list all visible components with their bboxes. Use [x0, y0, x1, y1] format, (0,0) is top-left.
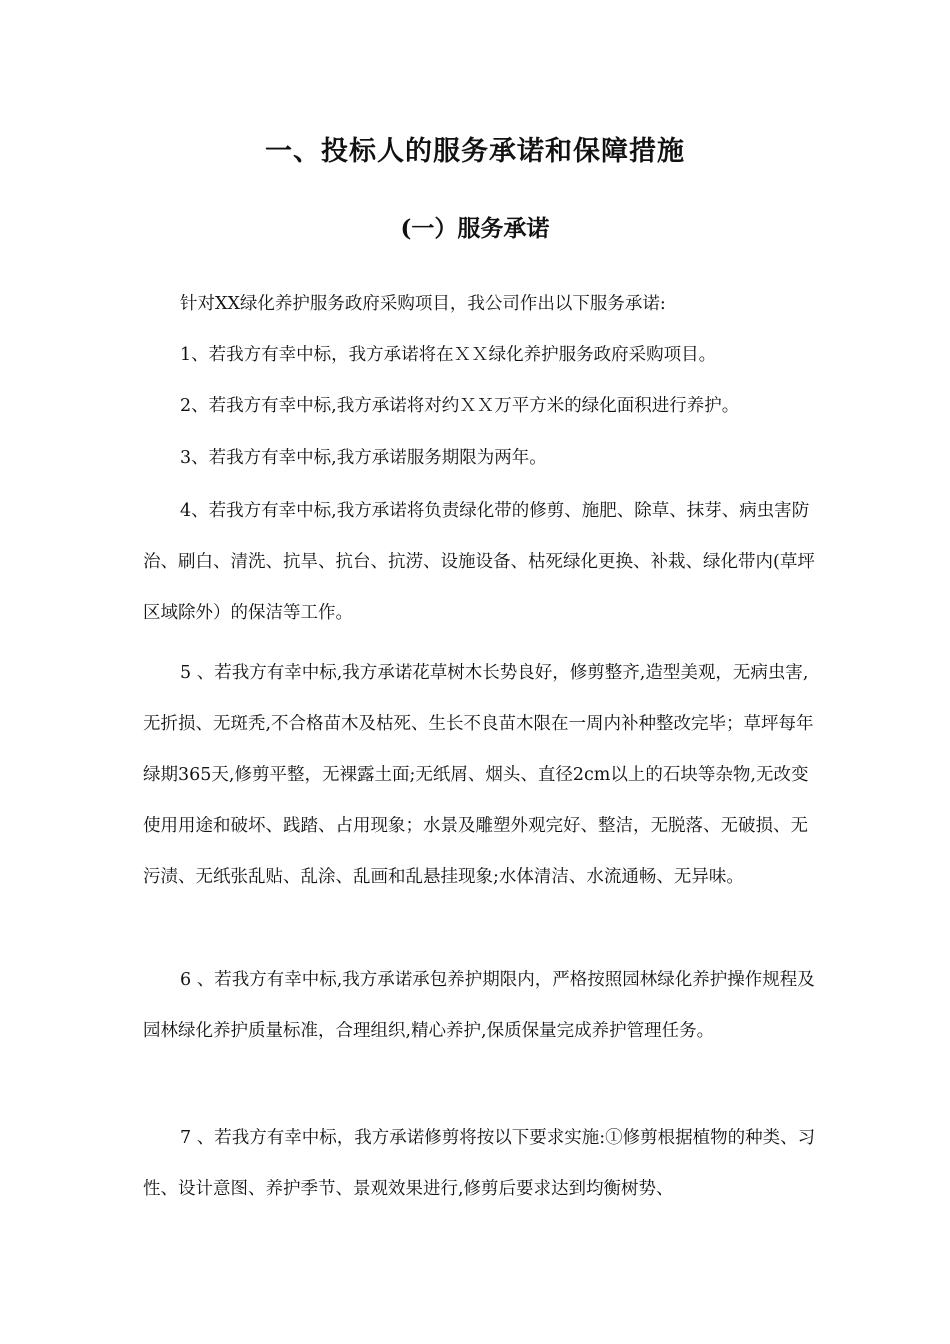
commitment-paragraph-6: 6 、若我方有幸中标,我方承诺承包养护期限内，严格按照园林绿化养护操作规程及园林绿化养护质量标准，合理组织,精心养护,保质保量完成养护管理任务。	[143, 970, 815, 1041]
document-title: 一、投标人的服务承诺和保障措施	[265, 136, 685, 167]
commitment-paragraph-4: 4、若我方有幸中标,我方承诺将负责绿化带的修剪、施肥、除草、抹芽、病虫害防治、刷白、清洗、抗旱、抗台、抗涝、设施设备、枯死绿化更换、补栽、绿化带内(草坪区域除外）的保洁等工作。	[143, 501, 815, 623]
commitment-paragraph-7: 7 、若我方有幸中标，我方承诺修剪将按以下要求实施:①修剪根据植物的种类、习性、设计意图、养护季节、景观效果进行,修剪后要求达到均衡树势、	[143, 1128, 816, 1199]
intro-paragraph: 针对XX绿化养护服务政府采购项目，我公司作出以下服务承诺:	[180, 294, 666, 314]
section-heading: (一）服务承诺	[400, 215, 550, 242]
commitment-paragraph-1: 1、若我方有幸中标，我方承诺将在ＸＸ绿化养护服务政府采购项目。	[180, 345, 717, 365]
commitment-paragraph-2: 2、若我方有幸中标,我方承诺将对约ＸＸ万平方米的绿化面积进行养护。	[180, 396, 740, 416]
commitment-paragraph-3: 3、若我方有幸中标,我方承诺服务期限为两年。	[180, 448, 547, 468]
commitment-paragraph-5: 5 、若我方有幸中标,我方承诺花草树木长势良好，修剪整齐,造型美观，无病虫害,无折损、无斑秃,不合格苗木及枯死、生长不良苗木限在一周内补种整改完毕；草坪每年绿期365天,修剪平整，无裸露土面;无纸屑、烟头、直径2cm以上的石块等杂物,无改变使用用途和破坏、践踏、占用现象；水景及雕塑外观完好、整洁，无脱落、无破损、无污渍、无纸张乱贴、乱涂、乱画和乱悬挂现象;水体清洁、水流通畅、无异味。	[143, 663, 814, 887]
